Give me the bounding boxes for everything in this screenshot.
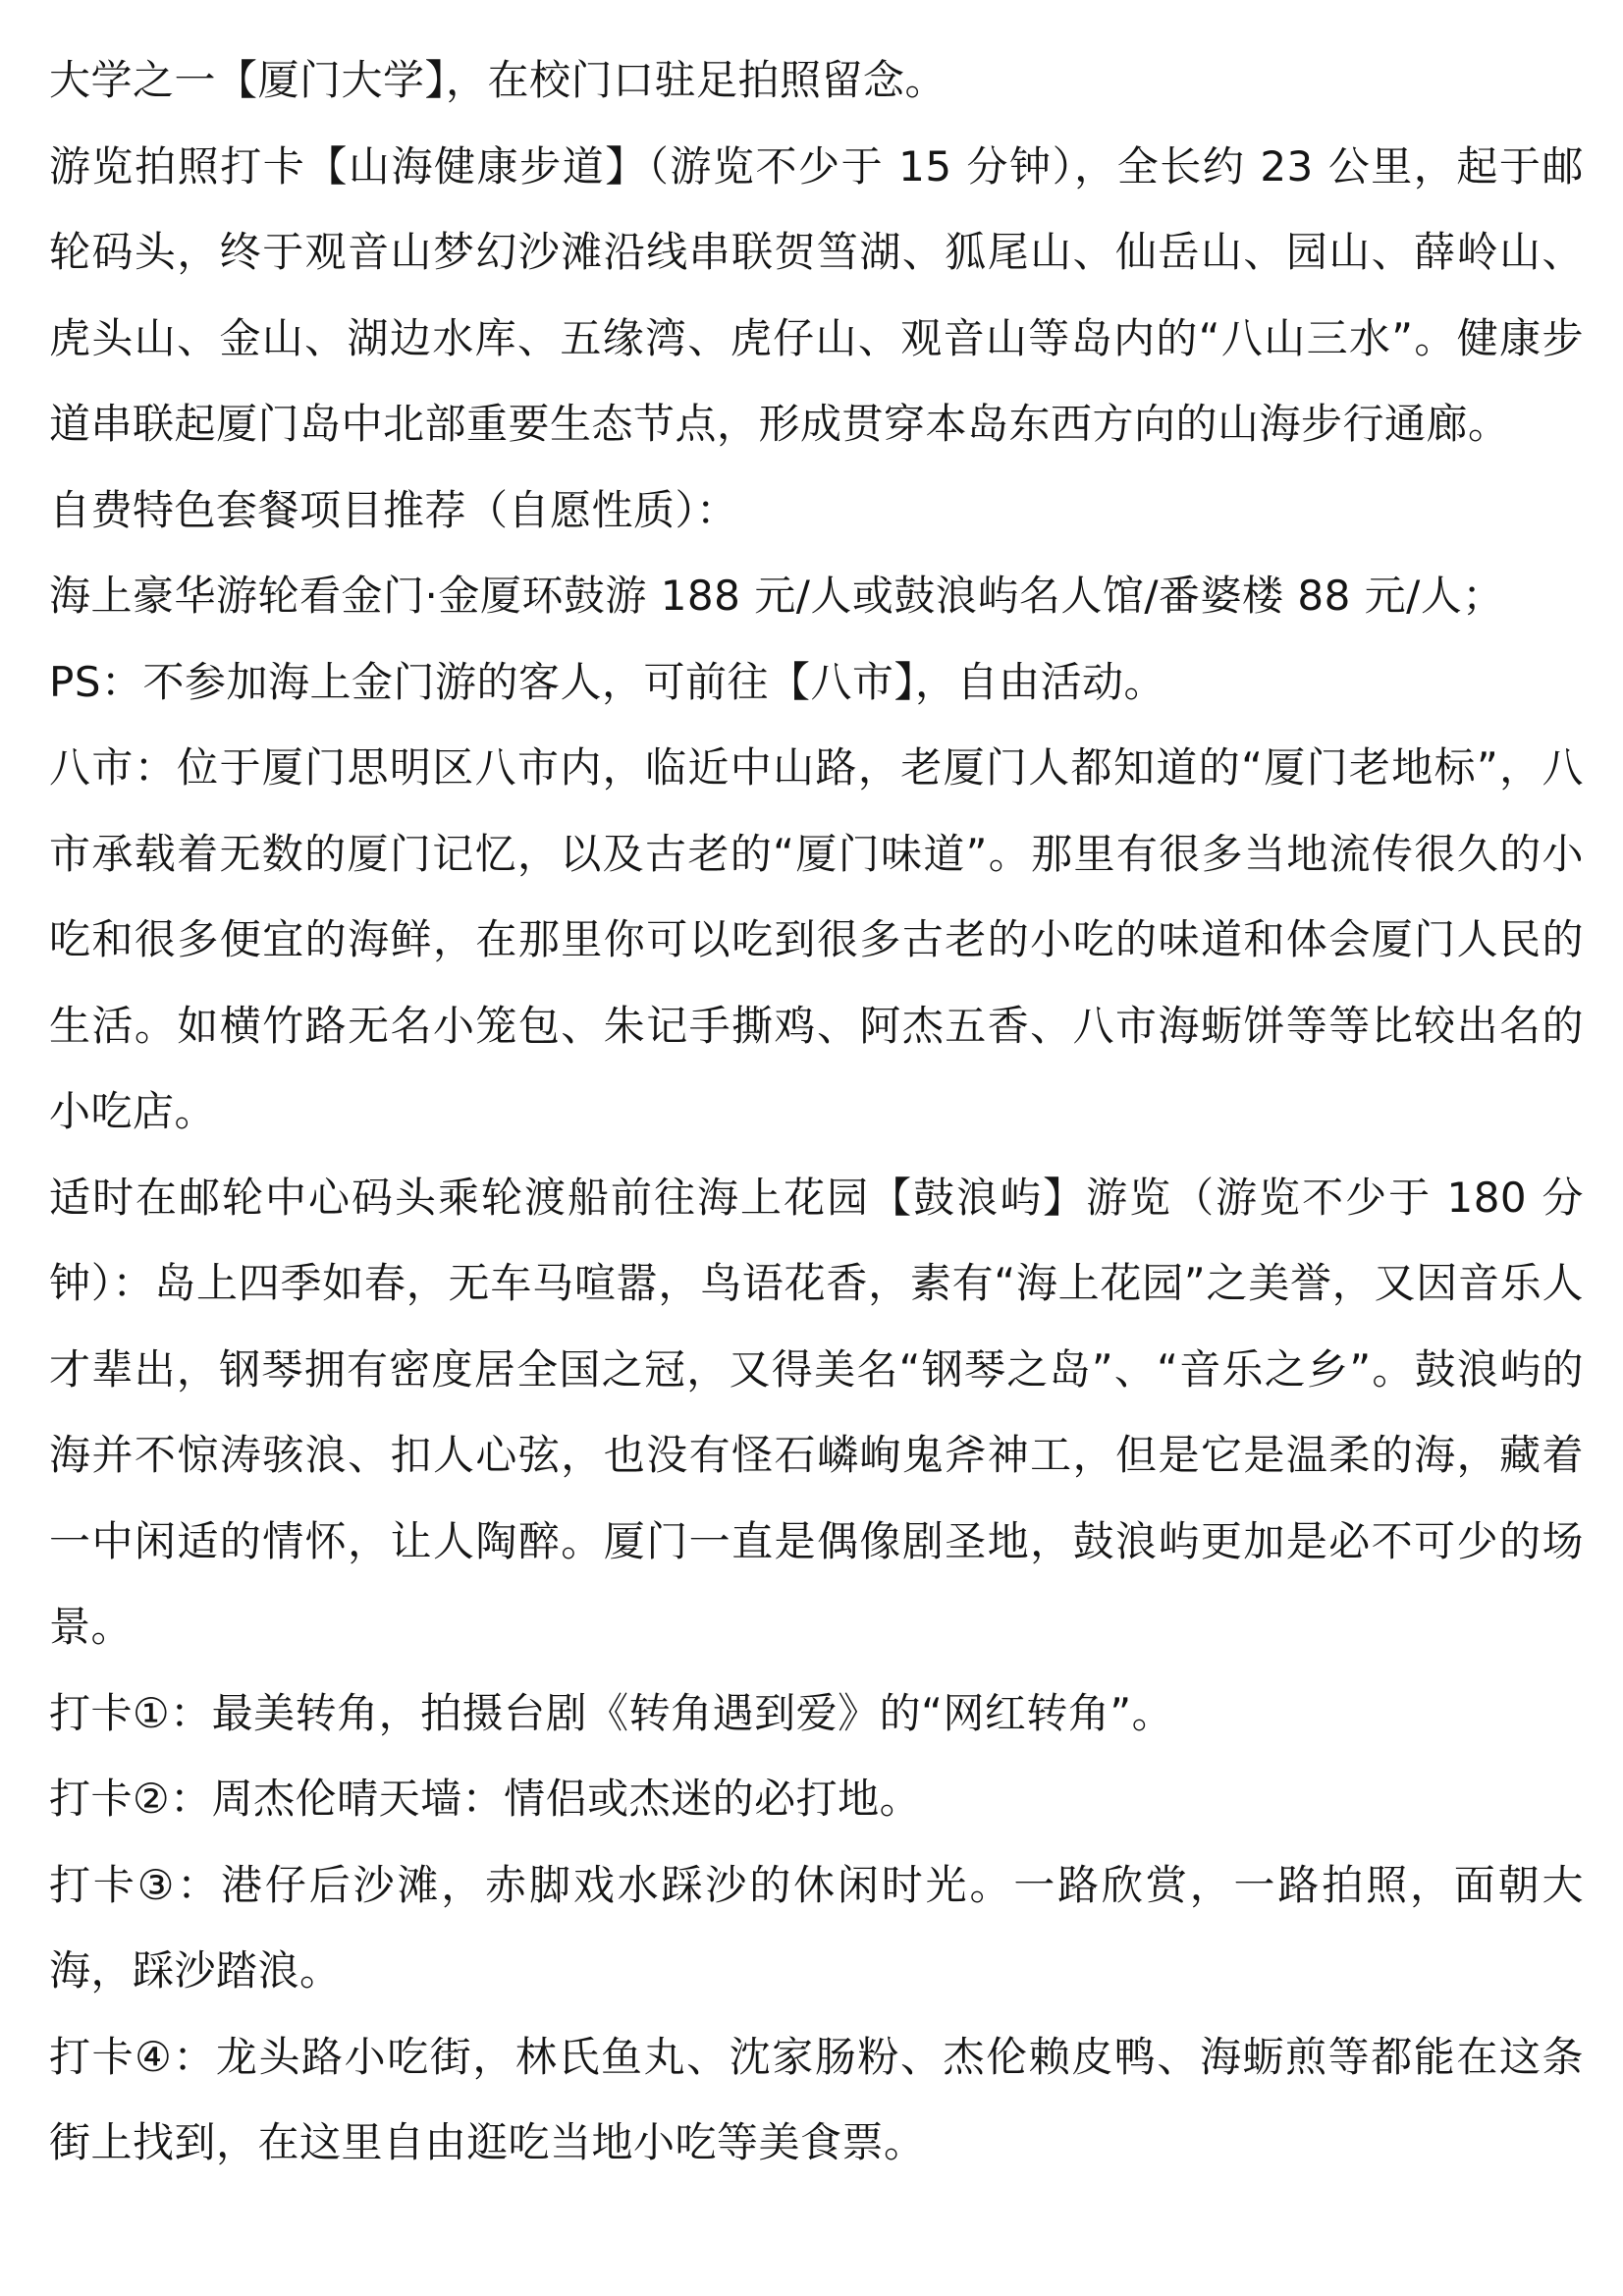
paragraph-checkin-3: 打卡③：港仔后沙滩，赤脚戏水踩沙的休闲时光。一路欣赏，一路拍照，面朝大海，踩沙踏浪。	[49, 1860, 1584, 1995]
paragraph-checkin-1: 打卡①：最美转角，拍摄台剧《转角遇到爱》的“网红转角”。	[49, 1688, 1174, 1737]
paragraph-ps-note: PS：不参加海上金门游的客人，可前往【八市】，自由活动。	[49, 657, 1165, 706]
paragraph-xiamen-university: 大学之一【厦门大学】，在校门口驻足拍照留念。	[49, 56, 947, 104]
paragraph-checkin-4: 打卡④：龙头路小吃街，林氏鱼丸、沈家肠粉、杰伦赖皮鸭、海蛎煎等都能在这条街上找到，在这里自由逛吃当地小吃等美食票。	[49, 2032, 1584, 2166]
paragraph-cruise-price: 海上豪华游轮看金门·金厦环鼓游 188 元/人或鼓浪屿名人馆/番婆楼 88 元/人；	[49, 572, 1504, 620]
paragraph-optional-package-heading: 自费特色套餐项目推荐（自愿性质）：	[49, 485, 738, 534]
paragraph-mountain-sea-trail: 游览拍照打卡【山海健康步道】（游览不少于 15 分钟），全长约 23 公里，起于邮轮码头，终于观音山梦幻沙滩沿线串联贺筜湖、狐尾山、仙岳山、园山、薛岭山、虎头山、金山、湖边水库、五缘湾、虎仔山、观音山等岛内的“八山三水”。健康步道串联起厦门岛中北部重要生态节点，形成贯穿本岛东西方向的山海步行通廊。	[49, 141, 1584, 448]
paragraph-bashi-market: 八市：位于厦门思明区八市内，临近中山路，老厦门人都知道的“厦门老地标”，八市承载着无数的厦门记忆，以及古老的“厦门味道”。那里有很多当地流传很久的小吃和很多便宜的海鲜，在那里你可以吃到很多古老的小吃的味道和体会厦门人民的生活。如横竹路无名小笼包、朱记手撕鸡、阿杰五香、八市海蛎饼等等比较出名的小吃店。	[49, 743, 1584, 1135]
paragraph-gulangyu: 适时在邮轮中心码头乘轮渡船前往海上花园【鼓浪屿】游览（游览不少于 180 分钟）：岛上四季如春，无车马喧嚣，鸟语花香，素有“海上花园”之美誉，又因音乐人才辈出，钢琴拥有密度居全国之冠，又得美名“钢琴之岛”、“音乐之乡”。鼓浪屿的海并不惊涛骇浪、扣人心弦，也没有怪石嶙峋鬼斧神工，但是它是温柔的海，藏着一中闲适的情怀，让人陶醉。厦门一直是偶像剧圣地，鼓浪屿更加是必不可少的场景。	[49, 1173, 1584, 1651]
paragraph-checkin-2: 打卡②：周杰伦晴天墙：情侣或杰迷的必打地。	[49, 1775, 922, 1823]
